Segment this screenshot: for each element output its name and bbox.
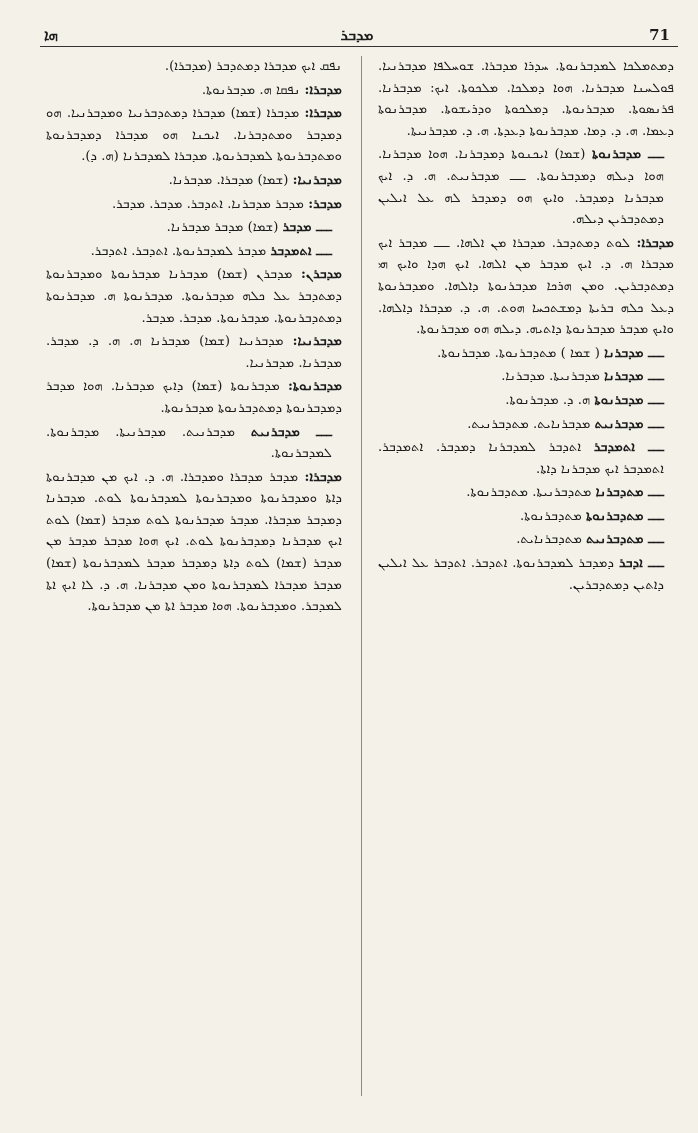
entry-definition: ܡܕܒܪܢܐܝܬ. ܡܬܕܒܪܢܝܬ. (467, 416, 591, 432)
dictionary-entry (46, 331, 342, 374)
dictionary-entry (378, 233, 674, 341)
entry-lemma: ـــ ܡܕܒܪܢܝܬ (594, 416, 664, 432)
entry-definition: ܡܕܒܪ ܡܕܒܪܢܐ. ܐܬܕܒܪ. ܡܕܒܪ. ܡܕܒܪ. (111, 196, 304, 212)
dictionary-entry (46, 80, 342, 102)
dictionary-entry (378, 414, 674, 436)
entry-lemma: ـــ ܡܕܒܪ (282, 220, 332, 236)
entry-lemma: ـــ ܡܕܒܪܢܘܬܐ (594, 392, 664, 408)
entry-definition: ܡܬܕܒܪܢܘܬܐ. (519, 508, 582, 524)
entry-lemma: ܡܕܒܪܢܘܬܐ: (287, 379, 342, 395)
dictionary-entry (378, 366, 674, 388)
dictionary-entry (46, 422, 342, 465)
entry-definition: ܠܘܬ ܕܡܬܕܒܪ. ܡܕܒܪܐ ܡܢ ܐܠܗܐ. ـــ ܡܕܒܪ ܐܝܟ ܡܕܒܪܐ ܗ. ܕ. ܐܝܟ ܡܕܒܪ ܡܢ ܐܠܗܐ. ܐܝܟ ܗܕܐ ܘܐܝܟ ܗܝ ܕܡܬܕܒܪܝܢ. ܘܡܢ ܗܪܟܐ ܡܕܒܪܢܘܬܐ ܕܐܠܗܐ. ܘܡܕܒܪܢܘܬܐ ܕܥܠ ܟܠܗ ܒܪܝܬܐ ܕܡܫܬܟܚܐ ܗܘܬ. ܗ. ܕ. ܡܕܒܪܐ ܕܐܠܗܐ. ܘܐܝܟ ܡܕܒܪ ܡܕܒܪܢܘܬܐ ܕܐܬܝܗ. ܕܝܠܗ ܗܘ ܡܕܒܪܢܘܬܐ. (378, 235, 674, 338)
entry-lemma: ܡܕܒܪܢܝܐ: (292, 334, 342, 350)
entry-lemma: ܡܕܒܪܐ: (304, 106, 342, 122)
header-left-page-letter: ܗܐ (44, 26, 58, 44)
column-divider (361, 56, 362, 1096)
dictionary-entry (378, 437, 674, 480)
entry-definition: ܡܕܒܪܢܝܬܐ. ܡܕܒܪܢܐ. (501, 369, 600, 385)
entry-lemma: ܡܕܒܪܢܝܐ: (292, 172, 342, 188)
dictionary-entry (378, 482, 674, 504)
entry-definition: ܡܕܒܪܢ (ܫܡܐ) ܡܕܒܪܢܐ ܡܕܒܪܢܘܬܐ ܘܡܕܒܪܢܘܬܐ ܕܡܬܕܒܪ ܥܠ ܟܠܗ ܡܕܒܪܢܘܬܐ. ܡܕܒܪܢܘܬܐ ܗ. ܡܕܒܪܢܘܬܐ ܕܡܬܕܒܪܢܘܬܐ. ܡܕܒܪܢܘܬܐ. ܡܕܒܪ. ܡܕܒܪ. (46, 267, 342, 326)
right-text-column (378, 56, 674, 1096)
entry-definition: ܐܬܕܒܪ ܠܡܕܒܪܢܐ ܕܡܕܒܪ. ܐܬܡܕܒܪ. ܐܬܡܕܒܪ ܐܝܟ ܡܕܒܪܢܐ ܕܐܬܐ. (378, 440, 664, 477)
entry-definition: ܡܕܒܪܢܘܬܐ (ܫܡܐ) ܕܐܝܟ ܡܕܒܪܢܐ. ܗܘܐ ܡܕܒܪ ܕܡܕܒܪܢܘܬܐ ܕܡܬܕܒܪܢܘܬܐ ܡܕܒܪܢܘܬܐ. (46, 379, 342, 416)
entry-definition: ܕܡܬܡܠܟܐ ܠܡܕܒܪܢܘܬܐ. ܚܕܪܐ ܡܕܒܪܐ. ܫܘܚܠܦܐ ܡܕܒܪܢܝܐ. ܦܘܠܚܢܐ ܡܕܒܪܢܐ. ܗܘܐ ܕܡܠܟܐ. ܡܠܟܘܬܐ. ܐܝܟ: ܡܕܒܪܢܐ. ܦܪܢܣܘܬܐ. ܡܕܒܪܢܘܬܐ. ܕܡܠܟܘܬܐ ܘܕܪܝܫܘܬܐ. ܡܕܒܪܢܘܬܐ ܕܥܡܐ. ܗ. ܕ. ܕܡܐ. ܡܕܒܪܢܘܬܐ ܕܥܕܬܐ. ܗ. ܕ. ܡܕܒܪܢܝܬܐ. (378, 59, 674, 139)
dictionary-entry (46, 467, 342, 618)
page-number: 71 (649, 26, 670, 44)
entry-lemma: ܡܕܒܪܢ: (301, 267, 342, 283)
entry-lemma: ܡܕܒܪܐ: (304, 469, 342, 485)
dictionary-entry (378, 144, 674, 230)
entry-lemma: ܡܕܒܪܐ: (304, 82, 342, 98)
entry-definition: ܗ. ܕ. ܡܕܒܪܢܘܬܐ. (505, 392, 591, 408)
entry-definition: ܢܦܩ ܐܝܟ ܡܕܒܪܐ ܕܡܬܕܒܪ (ܡܕܒܪܐ). (164, 59, 342, 74)
entry-lemma: ـــ ܡܕܒܪܢܝܬ (250, 424, 332, 440)
header-rule (40, 46, 678, 47)
header-running-title: ܡܕܒܪ (340, 26, 374, 44)
dictionary-entry (378, 343, 674, 365)
entry-lemma: ـــ ܐܬܡܕܒܪ (270, 243, 332, 259)
entry-lemma: ـــ ܡܬܕܒܪܢܝܬ (586, 532, 664, 548)
entry-definition: ܡܬܕܒܪܢܝܬܐ. ܡܬܕܒܪܢܘܬܐ. (466, 485, 592, 501)
entry-definition: ܡܕܒܪ ܡܕܒܪܐ ܘܡܕܒܪܐ. ܗ. ܕ. ܐܝܟ ܡܢ ܡܕܒܪܢܘܬܐ ܕܐܬܐ ܘܡܕܒܪܢܘܬܐ ܘܡܕܒܪܢܘܬܐ ܠܡܕܒܪܢܘܬܐ ܠܘܬ. ܡܕܒܪܢܐ ܕܡܕܒܪ ܡܕܒܪܐ. ܡܕܒܪ ܡܕܒܪܢܘܬܐ ܠܘܬ ܡܕܒܪ (ܫܡܐ) ܠܘܬ ܐܝܟ ܡܕܒܪܢܐ ܕܡܕܒܪܢܘܬܐ ܠܘܬ. ܐܝܟ ܗܘܐ ܡܕܒܪ ܡܕܒܪ ܡܢ ܡܕܒܪ (ܫܡܐ) ܠܘܬ ܕܐܬܐ ܕܡܕܒܪ ܡܕܒܪ ܠܡܕܒܪܢܘܬܐ (ܫܡܐ) ܡܕܒܪ ܡܕܒܪܐ ܠܡܕܒܪܢܘܬܐ ܘܡܢ ܡܕܒܪܢܐ. ܗ. ܕ. ܠܐ ܐܝܟ ܐܬܐ ܠܡܕܒܪ. ܘܡܕܒܪܢܘܬܐ. ܗܘܐ ܡܕܒܪ ܐܬܐ ܡܢ ܡܕܒܪܢܘܬܐ. (46, 469, 342, 615)
entry-definition: ܡܕܒܪ ܠܡܕܒܪܢܘܬܐ. ܐܬܕܒܪ. ܐܬܕܒܪ. (90, 243, 267, 259)
entry-lemma: ـــ ܡܕܒܪܢܐ (604, 369, 664, 385)
entry-definition: ܡܬܕܒܪܢܐܝܬ. (516, 532, 582, 548)
entry-lemma: ـــ ܡܕܒܪܢܘܬܐ (592, 147, 664, 163)
entry-definition: ܕܡܕܒܪ ܠܡܕܒܪܢܘܬܐ. ܐܬܕܒܪ. ܐܬܕܒܪ ܥܠ ܐܝܠܝܢ ܕܐܬܝܢ ܕܡܬܕܒܪܝܢ. (378, 556, 664, 593)
entry-lemma: ـــ ܡܬܕܒܪܢܘܬܐ (585, 508, 664, 524)
entry-lemma: ܡܕܒܪ: (308, 196, 342, 212)
entry-lemma: ـــ ܐܬܡܕܒܪ (593, 440, 664, 456)
dictionary-entry (378, 390, 674, 412)
entry-definition: ( ܫܡܐ ) ܡܬܕܒܪܢܘܬܐ. ܡܕܒܪܢܘܬܐ. (437, 345, 600, 361)
entry-definition: ܡܕܒܪܢܝܬ. ܡܕܒܪܢܝܬܐ. ܡܕܒܪܢܘܬܐ. ܠܡܕܒܪܢܘܬܐ. (46, 424, 332, 462)
dictionary-entry (46, 217, 342, 239)
entry-definition: ܡܕܒܪܢܝܐ (ܫܡܐ) ܡܕܒܪܢܐ ܗ. ܗ. ܕ. ܡܕܒܪ. ܡܕܒܪܢܐ. ܡܕܒܪܢܝܐ. (46, 334, 342, 371)
page-header (40, 22, 674, 52)
dictionary-entry (378, 56, 674, 142)
dictionary-entry (46, 103, 342, 168)
entry-lemma: ـــ ܡܕܒܪܢܐ (604, 345, 664, 361)
dictionary-entry (378, 506, 674, 528)
dictionary-entry (46, 264, 342, 329)
entry-definition: (ܫܡܐ) ܡܕܒܪ ܡܕܒܪܢܐ. (166, 220, 279, 236)
dictionary-entry (378, 529, 674, 551)
dictionary-entry (46, 56, 342, 78)
entry-definition: ܢܦܩܐ ܗ. ܡܕܒܪܢܘܬܐ. (201, 82, 301, 98)
entry-definition: ܡܕܒܪܐ (ܫܡܐ) ܡܕܒܪܐ ܕܡܬܕܒܪܢܝܐ ܘܡܕܒܪܢܝܐ. ܗܘ ܕܡܕܒܪ ܘܡܬܕܒܪܢܐ. ܐܝܟܢܐ ܗܘ ܡܕܒܪܐ ܕܡܕܒܪܢܘܬܐ ܘܡܬܕܒܪܢܘܬܐ ܠܡܕܒܪܢܘܬܐ. ܡܕܒܪܐ ܠܡܕܒܪܢܐ (ܗ. ܕ). (46, 106, 342, 165)
left-text-column (46, 56, 342, 1096)
dictionary-entry (378, 553, 674, 596)
dictionary-entry (46, 194, 342, 216)
entry-lemma: ـــ ܐܕܒܪ (618, 556, 664, 572)
entry-definition: (ܫܡܐ) ܡܕܒܪܐ. ܡܕܒܪܢܐ. (168, 172, 289, 188)
dictionary-entry (46, 170, 342, 192)
entry-lemma: ܡܕܒܪܐ: (636, 235, 674, 251)
dictionary-entry (46, 241, 342, 263)
entry-lemma: ـــ ܡܬܕܒܪܢܐ (595, 485, 664, 501)
dictionary-entry (46, 376, 342, 419)
entry-definition: (ܫܡܐ) ܐܝܟܢܘܬܐ ܕܡܕܒܪܢܐ. ܗܘܐ ܡܕܒܪܢܐ. ܗܘܐ ܕܝܠܗ ܕܡܕܒܪܢܘܬܐ. ـــ ܡܕܒܪܢܝܬ. ܗ. ܕ. ܐܝܟ ܡܕܒܪܢܐ ܕܡܕܒܪ. ܘܐܝܟ ܗܘ ܕܡܕܒܪ ܠܗ ܥܠ ܐܝܠܝܢ ܕܡܬܕܒܪܝܢ ܕܝܠܗ. (378, 147, 664, 228)
